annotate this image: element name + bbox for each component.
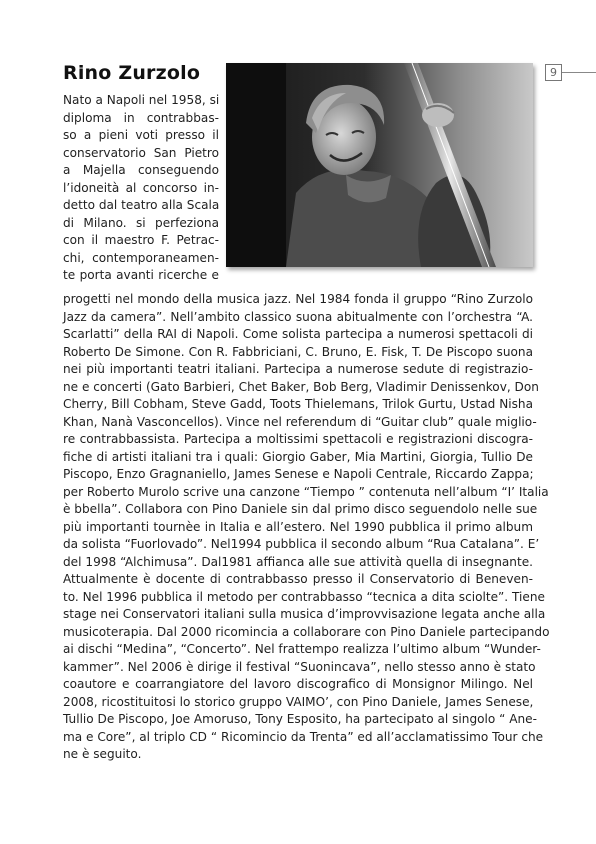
intro-line: a Majella conseguendo [63, 163, 219, 177]
body-line: musicoterapia. Dal 2000 ricomincia a collaborare con Pino Daniele partecipando [63, 624, 550, 639]
body-line: stage nei Conservatori italiani sulla musica d’improvvisazione legata anche alla [63, 607, 546, 621]
page-number-rule [562, 72, 596, 73]
body-line: Scarlatti” della RAI di Napoli. Come solista partecipa a numerosi spettacoli di [63, 327, 533, 341]
intro-line: Nato a Napoli nel 1958, si [63, 93, 220, 107]
body-line: Attualmente è docente di contrabbasso presso il Conservatorio di Beneven- [63, 572, 533, 586]
body-line: re contrabbassista. Partecipa a moltissimi spettacoli e registrazioni discogra- [63, 432, 533, 446]
photo-illustration [226, 63, 533, 267]
body-line: to. Nel 1996 pubblica il metodo per contrabbasso “tecnica a dita sciolte”. Tiene [63, 589, 545, 604]
body-line: Roberto De Simone. Con R. Fabbriciani, C. Bruno, E. Fisk, T. De Piscopo suona [63, 344, 533, 359]
body-line: progetti nel mondo della musica jazz. Nel 1984 fonda il gruppo “Rino Zurzolo [63, 292, 533, 306]
body-line: ne è seguito. [63, 747, 142, 761]
body-line: ai dischi “Medina”, “Concerto”. Nel frattempo realizza l’ultimo album “Wunder- [63, 642, 541, 656]
body-line: è bbella”. Collabora con Pino Daniele sin dal primo disco seguendolo nelle sue [63, 502, 538, 516]
page-number: 9 [545, 64, 562, 81]
intro-line: chi, contemporaneamen- [63, 250, 219, 265]
body-line: ne e concerti (Gato Barbieri, Chet Baker, Bob Berg, Vladimir Denissenkov, Don [63, 379, 539, 394]
intro-line: detto dal teatro alla Scala [63, 198, 220, 212]
musician-photo [226, 63, 533, 267]
body-line: più importanti tournèe in Italia e all’estero. Nel 1990 pubblica il primo album [63, 519, 533, 534]
body-line: 2008, ricostituitosi lo storico gruppo VAIMO’, con Pino Daniele, James Senese, [63, 694, 534, 709]
intro-line: di Milano. si perfeziona [63, 215, 219, 230]
body-line: Khan, Nanà Vasconcellos). Vince nel referendum di “Guitar club” quale miglio- [63, 414, 537, 429]
intro-line: so a pieni voti presso il [63, 128, 219, 142]
page-title: Rino Zurzolo [63, 62, 201, 84]
body-line: del 1998 “Alchimusa”. Dal1981 affianca alle sue attività quella di insegnante. [63, 554, 533, 569]
intro-line: conservatorio San Pietro [63, 145, 219, 160]
body-line: nei più importanti teatri italiani. Partecipa a numerose sedute di registrazio- [63, 362, 533, 376]
intro-line: con il maestro F. Petrac- [63, 233, 219, 247]
body-line: Tullio De Piscopo, Joe Amoruso, Tony Esposito, ha partecipato al singolo “ Ane- [63, 712, 537, 726]
intro-line: l’idoneità al concorso in- [63, 180, 219, 195]
body-line: da solista “Fuorlovado”. Nel1994 pubblica il secondo album “Rua Catalana”. E’ [63, 537, 540, 551]
body-line: Piscopo, Enzo Gragnaniello, James Senese e Napoli Centrale, Riccardo Zappa; [63, 467, 534, 481]
body-line: per Roberto Murolo scrive una canzone “Tiempo ” contenuta nell’album “I’ Italia [63, 484, 549, 499]
body-line: kammer”. Nel 2006 è dirige il festival “Suonincava”, nello stesso anno è stato [63, 659, 536, 674]
body-line: Cherry, Bill Cobham, Steve Gadd, Toots Thielemans, Trilok Gurtu, Ustad Nisha [63, 397, 533, 411]
biography-text [63, 291, 550, 764]
intro-column-text [63, 92, 219, 285]
intro-line: te porta avanti ricerche e [63, 268, 219, 282]
body-line: coautore e coarrangiatore del lavoro discografico di Monsignor Milingo. Nel [63, 677, 533, 691]
body-line: Jazz da camera”. Nell’ambito classico suona abitualmente con l’orchestra “A. [63, 309, 533, 324]
body-line: fiche di artisti italiani tra i quali: Giorgio Gaber, Mia Martini, Giorgia, Tullio De [63, 449, 533, 464]
body-line: ma e Core”, al triplo CD “ Ricomincio da Trenta” ed all’acclamatissimo Tour che [63, 729, 544, 744]
intro-line: diploma in contrabbas- [63, 110, 219, 125]
